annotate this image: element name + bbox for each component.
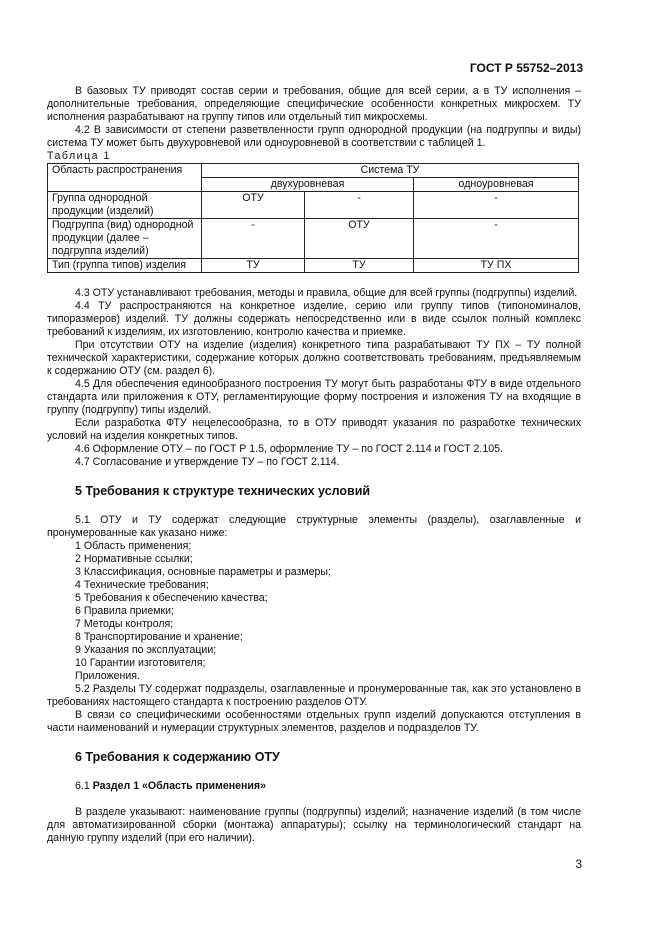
list-item: 4 Технические требования; <box>75 579 209 591</box>
table-cell: ТУ <box>305 259 414 273</box>
page-number: 3 <box>575 857 582 871</box>
table-cell: - <box>202 219 305 259</box>
document-code: ГОСТ Р 55752–2013 <box>469 61 583 75</box>
list-item: 6 Правила приемки; <box>75 605 175 617</box>
table-subheader-one-level: одноуровневая <box>414 178 579 192</box>
table-cell: ОТУ <box>305 219 414 259</box>
table-cell: Тип (группа типов) изделия <box>48 259 202 273</box>
paragraph: 4.5 Для обеспечения единообразного построения ТУ могут быть разработаны ФТУ в виде отдельного стандарта или приложения к ОТУ, регламентирующие форму построения и изложения ТУ на входящие в группу (подгруппу) типы изделий. <box>47 378 581 416</box>
paragraph: При отсутствии ОТУ на изделие (изделия) конкретного типа разрабатывают ТУ ПХ – ТУ полной технической характеристики, содержание которых должно соответствовать требованиям, предъявляемым к содержанию ОТУ (см. раздел 6). <box>47 339 581 377</box>
table-subheader-two-level: двухуровневая <box>202 178 414 192</box>
table-header-area: Область распространения <box>48 164 202 192</box>
paragraph: В разделе указывают: наименование группы (подгруппы) изделий; назначение изделий (в том числе для автоматизированной сборки (монтажа) аппаратуры); ссылку на терминологический стандарт на данную группу изделий (при его наличии). <box>47 806 581 844</box>
table-cell: ТУ ПХ <box>414 259 579 273</box>
subsection-title: Раздел 1 «Область применения» <box>92 780 266 792</box>
list-item: 3 Классификация, основные параметры и размеры; <box>75 566 331 578</box>
paragraph: 4.6 Оформление ОТУ – по ГОСТ Р 1.5, оформление ТУ – по ГОСТ 2.114 и ГОСТ 2.105. <box>75 443 503 455</box>
table-row <box>48 192 579 219</box>
table-cell: ОТУ <box>202 192 305 219</box>
table-cell: - <box>414 219 579 259</box>
paragraph: В базовых ТУ приводят состав серии и требования, общие для всей серии, а в ТУ исполнения – дополнительные требования, определяющие специфические особенности конкретных микросхем. ТУ исполнения разрабатывают на группу типов или отдельный тип микросхемы. <box>47 85 581 123</box>
table-cell: ТУ <box>202 259 305 273</box>
table-cell: - <box>305 192 414 219</box>
list-item: 9 Указания по эксплуатации; <box>75 644 217 656</box>
list-item: 5 Требования к обеспечению качества; <box>75 592 268 604</box>
paragraph: 5.1 ОТУ и ТУ содержат следующие структурные элементы (разделы), озаглавленные и пронумерованные как указано ниже: <box>47 514 581 539</box>
section-5-heading: 5 Требования к структуре технических условий <box>75 484 371 498</box>
paragraph: 4.2 В зависимости от степени разветвленности групп однородной продукции (на подгруппы и виды) система ТУ может быть двухуровневой или одноуровневой в соответствии с таблицей 1. <box>47 124 581 149</box>
list-item: 10 Гарантии изготовителя; <box>75 657 206 669</box>
paragraph: В связи со специфическими особенностями отдельных групп изделий допускаются отступления в части наименований и нумерации структурных элементов, разделов и подразделов ТУ. <box>47 709 581 734</box>
list-item: 2 Нормативные ссылки; <box>75 553 193 565</box>
section-6-heading: 6 Требования к содержанию ОТУ <box>75 750 280 764</box>
table-cell: Группа однородной продукции (изделий) <box>48 192 202 219</box>
paragraph: 5.2 Разделы ТУ содержат подразделы, озаглавленные и пронумерованные так, как это установлено в требованиях настоящего стандарта к построению разделов ОТУ. <box>47 683 581 708</box>
page-content <box>47 85 581 845</box>
subsection-number: 6.1 <box>75 780 90 792</box>
list-item: Приложения. <box>75 670 140 682</box>
paragraph: 4.3 ОТУ устанавливают требования, методы и правила, общие для всей группы (подгруппы) изделий. <box>75 287 578 299</box>
paragraph: Если разработка ФТУ нецелесообразна, то в ОТУ приводят указания по разработке технических условий на изделия конкретных типов. <box>47 417 581 442</box>
list-item: 7 Методы контроля; <box>75 618 174 630</box>
table-1 <box>47 163 579 273</box>
table-cell: - <box>414 192 579 219</box>
table-row <box>48 219 579 259</box>
paragraph: 4.7 Согласование и утверждение ТУ – по ГОСТ 2.114. <box>75 456 340 468</box>
list-item: 1 Область применения; <box>75 540 192 552</box>
paragraph: 4.4 ТУ распространяются на конкретное изделие, серию или группу типов (типономиналов, типоразмеров) изделий. ТУ должны содержать непосредственно или в виде ссылок полный комплекс требований к изделиям, их изготовлению, контролю качества и приемке. <box>47 300 581 338</box>
table-header-system: Система ТУ <box>202 164 579 178</box>
table-row <box>48 259 579 273</box>
table-caption: Таблица 1 <box>47 150 111 162</box>
subsection-6-1-heading <box>75 780 581 793</box>
table-cell: Подгруппа (вид) однородной продукции (далее – подгруппа изделий) <box>48 219 202 259</box>
list-item: 8 Транспортирование и хранение; <box>75 631 243 643</box>
